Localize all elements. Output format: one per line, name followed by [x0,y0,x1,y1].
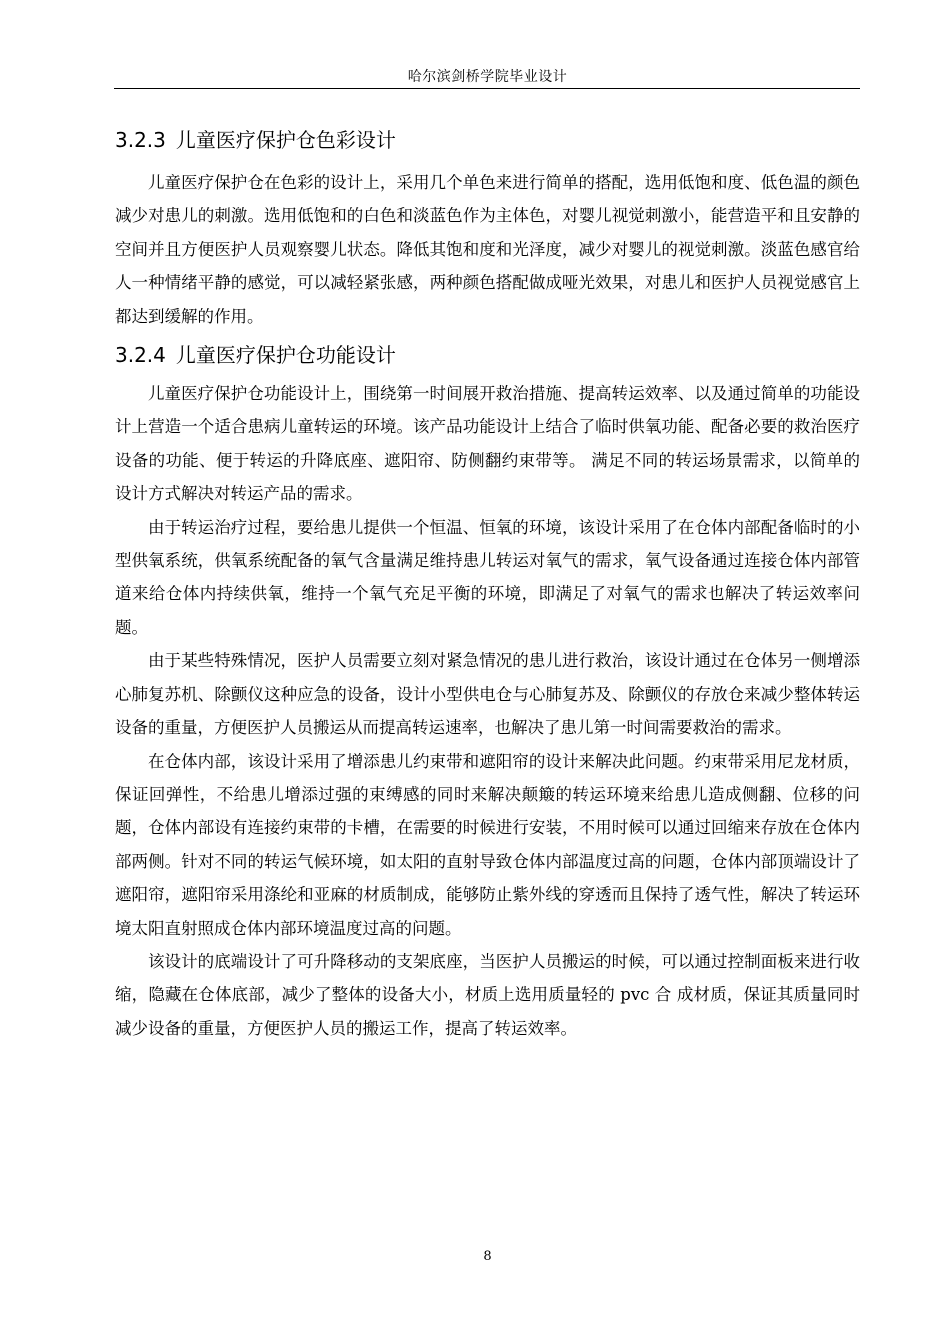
paragraph: 儿童医疗保护仓在色彩的设计上，采用几个单色来进行简单的搭配，选用低饱和度、低色温的颜色减少对患儿的刺激。选用低饱和的白色和淡蓝色作为主体色，对婴儿视觉刺激小，能营造平和且安静的空间并且方便医护人员观察婴儿状态。降低其饱和度和光泽度，减少对婴儿的视觉刺激。淡蓝色感官给人一种情绪平静的感觉，可以减轻紧张感，两种颜色搭配做成哑光效果，对患儿和医护人员视觉感官上都达到缓解的作用。 [115,173,860,326]
page-body [115,120,860,1045]
section-title: 儿童医疗保护仓色彩设计 [175,128,396,152]
header-divider [114,88,860,89]
paragraph: 由于某些特殊情况，医护人员需要立刻对紧急情况的患儿进行救治，该设计通过在仓体另一侧增添心肺复苏机、除颤仪这种应急的设备，设计小型供电仓与心肺复苏及、除颤仪的存放仓来减少整体转运设备的重量，方便医护人员搬运从而提高转运速率，也解决了患儿第一时间需要救治的需求。 [115,651,860,738]
section-heading-3-2-4 [115,335,860,375]
paragraph: 在仓体内部，该设计采用了增添患儿约束带和遮阳帘的设计来解决此问题。约束带采用尼龙材质，保证回弹性，不给患儿增添过强的束缚感的同时来解决颠簸的转运环境来给患儿造成侧翻、位移的问题，仓体内部设有连接约束带的卡槽，在需要的时候进行安装，不用时候可以通过回缩来存放在仓体内部两侧。针对不同的转运气候环境，如太阳的直射导致仓体内部温度过高的问题，仓体内部顶端设计了遮阳帘，遮阳帘采用涤纶和亚麻的材质制成，能够防止紫外线的穿透而且保持了透气性，解决了转运环境太阳直射照成仓体内部环境温度过高的问题。 [115,751,860,938]
running-header: 哈尔滨剑桥学院毕业设计 [407,69,568,85]
section-title: 儿童医疗保护仓功能设计 [175,343,396,368]
section-heading-3-2-3 [115,120,860,160]
paragraph: 该设计的底端设计了可升降移动的支架底座，当医护人员搬运的时候，可以通过控制面板来进行收缩，隐藏在仓体底部，减少了整体的设备大小，材质上选用质量轻的 pvc 合 成材质，保证其质量同时减少设备的重量，方便医护人员的搬运工作，提高了转运效率。 [115,951,860,1038]
section-number: 3.2.3 [115,128,166,152]
page-number: 8 [483,1249,492,1264]
section-number: 3.2.4 [115,343,166,368]
paragraph: 儿童医疗保护仓功能设计上，围绕第一时间展开救治措施、提高转运效率、以及通过简单的功能设计上营造一个适合患病儿童转运的环境。该产品功能设计上结合了临时供氧功能、配备必要的救治医疗设备的功能、便于转运的升降底座、遮阳帘、防侧翻约束带等。 满足不同的转运场景需求，以简单的设计方式解决对转运产品的需求。 [115,384,860,504]
paragraph: 由于转运治疗过程，要给患儿提供一个恒温、恒氧的环境，该设计采用了在仓体内部配备临时的小型供氧系统，供氧系统配备的氧气含量满足维持患儿转运对氧气的需求，氧气设备通过连接仓体内部管道来给仓体内持续供氧，维持一个氧气充足平衡的环境，即满足了对氧气的需求也解决了转运效率问题。 [115,517,860,637]
